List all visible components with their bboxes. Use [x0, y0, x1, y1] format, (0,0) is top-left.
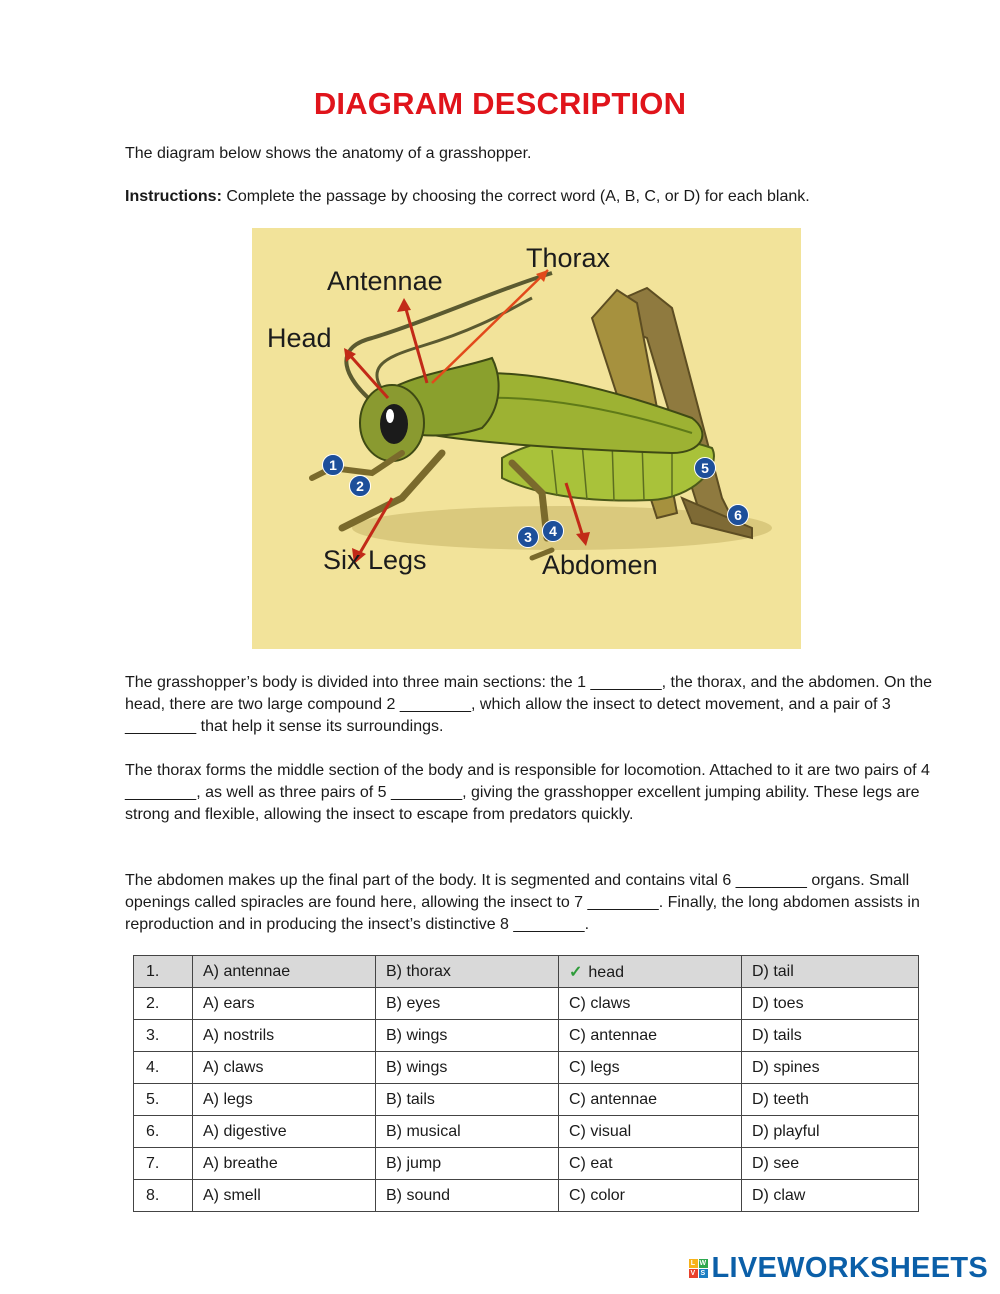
badge-2: 2 — [349, 475, 371, 497]
table-row — [134, 1116, 919, 1148]
option-d[interactable]: D) tails — [742, 1020, 919, 1052]
option-b[interactable]: B) wings — [376, 1052, 559, 1084]
option-d[interactable]: D) tail — [742, 956, 919, 988]
option-c[interactable]: C) claws — [559, 988, 742, 1020]
table-row — [134, 1052, 919, 1084]
question-number: 3. — [134, 1020, 193, 1052]
table-row — [134, 1148, 919, 1180]
badge-4: 4 — [542, 520, 564, 542]
option-d[interactable]: D) toes — [742, 988, 919, 1020]
question-number: 7. — [134, 1148, 193, 1180]
option-b[interactable]: B) thorax — [376, 956, 559, 988]
option-a[interactable]: A) legs — [193, 1084, 376, 1116]
option-a[interactable]: A) breathe — [193, 1148, 376, 1180]
badge-3: 3 — [517, 526, 539, 548]
option-d[interactable]: D) see — [742, 1148, 919, 1180]
grasshopper-diagram — [252, 228, 801, 649]
passage-paragraph-2: The thorax forms the middle section of the body and is responsible for locomotion. Attached to it are two pairs of 4 ________, as well as three pairs of 5 ________, giving the grasshopper excellent jumping ability. These legs are strong and flexible, allowing the insect to escape from predators quickly. — [125, 762, 930, 823]
instructions-text: Complete the passage by choosing the correct word (A, B, C, or D) for each blank. — [221, 188, 810, 205]
antennae-label: Antennae — [327, 266, 443, 296]
option-a[interactable]: A) digestive — [193, 1116, 376, 1148]
option-b[interactable]: B) jump — [376, 1148, 559, 1180]
option-b[interactable]: B) musical — [376, 1116, 559, 1148]
option-d[interactable]: D) teeth — [742, 1084, 919, 1116]
option-c[interactable]: C) antennae — [559, 1084, 742, 1116]
head-arrow — [347, 352, 388, 398]
instructions-label: Instructions: — [125, 188, 222, 205]
table-row — [134, 1180, 919, 1212]
page-title: DIAGRAM DESCRIPTION — [313, 86, 687, 121]
table-row — [134, 1020, 919, 1052]
option-c[interactable]: C) visual — [559, 1116, 742, 1148]
intro-text: The diagram below shows the anatomy of a grasshopper. — [125, 145, 532, 162]
antennae-arrow — [404, 302, 427, 383]
option-b[interactable]: B) eyes — [376, 988, 559, 1020]
option-c[interactable]: C) eat — [559, 1148, 742, 1180]
option-a[interactable]: A) ears — [193, 988, 376, 1020]
option-d[interactable]: D) spines — [742, 1052, 919, 1084]
option-b[interactable]: B) wings — [376, 1020, 559, 1052]
passage-paragraph-1: The grasshopper’s body is divided into three main sections: the 1 ________, the thorax, and the abdomen. On the head, there are two large compound 2 ________, which allow the insect to detect movement, and a pair of 3 ________ that help it sense its surroundings. — [125, 674, 933, 735]
six-legs-label: Six Legs — [323, 545, 427, 575]
head-label: Head — [267, 323, 332, 353]
question-number: 5. — [134, 1084, 193, 1116]
question-number: 2. — [134, 988, 193, 1020]
option-c[interactable]: C) antennae — [559, 1020, 742, 1052]
question-number: 6. — [134, 1116, 193, 1148]
option-a[interactable]: A) smell — [193, 1180, 376, 1212]
badge-5: 5 — [694, 457, 716, 479]
option-c-selected[interactable] — [559, 956, 742, 988]
option-d[interactable]: D) claw — [742, 1180, 919, 1212]
table-row — [134, 956, 919, 988]
thorax-label: Thorax — [526, 243, 611, 273]
answer-choices-table — [133, 955, 919, 1212]
logo-text: LIVEWORKSHEETS — [711, 1252, 988, 1284]
checkmark-icon: ✓ — [569, 963, 583, 981]
instructions — [125, 188, 810, 206]
logo-mark-icon: L W V S — [690, 1260, 707, 1277]
option-a[interactable]: A) nostrils — [193, 1020, 376, 1052]
badge-6: 6 — [727, 504, 749, 526]
option-b[interactable]: B) tails — [376, 1084, 559, 1116]
abdomen-label: Abdomen — [542, 550, 658, 580]
table-row — [134, 988, 919, 1020]
option-b[interactable]: B) sound — [376, 1180, 559, 1212]
question-number: 8. — [134, 1180, 193, 1212]
option-d[interactable]: D) playful — [742, 1116, 919, 1148]
badge-1: 1 — [322, 454, 344, 476]
option-c[interactable]: C) color — [559, 1180, 742, 1212]
question-number: 4. — [134, 1052, 193, 1084]
table-row — [134, 1084, 919, 1116]
question-number: 1. — [134, 956, 193, 988]
passage-paragraph-3: The abdomen makes up the final part of the body. It is segmented and contains vital 6 ________ organs. Small openings called spiracles are found here, allowing the insect to 7 ________. Finally, the long abdomen assists in reproduction and in producing the insect’s distinctive 8 ________. — [125, 872, 920, 933]
option-a[interactable]: A) claws — [193, 1052, 376, 1084]
liveworksheets-logo — [689, 1252, 989, 1285]
option-a[interactable]: A) antennae — [193, 956, 376, 988]
option-c-label: head — [588, 963, 624, 981]
option-c[interactable]: C) legs — [559, 1052, 742, 1084]
